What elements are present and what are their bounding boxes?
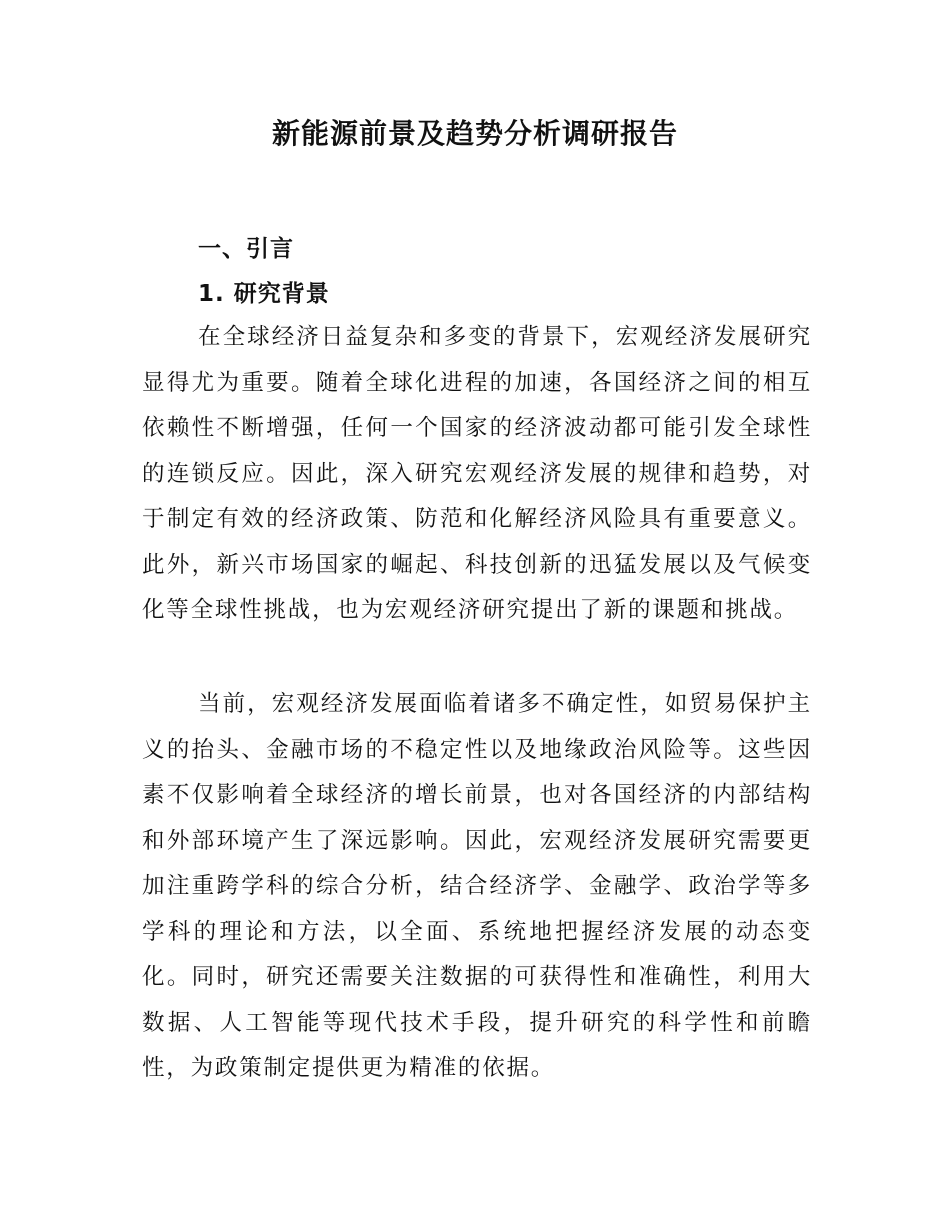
body-paragraph-1: 在全球经济日益复杂和多变的背景下，宏观经济发展研究显得尤为重要。随着全球化进程的加速，各国经济之间的相互依赖性不断增强，任何一个国家的经济波动都可能引发全球性的连锁反应。因此，深入研究宏观经济发展的规律和趋势，对于制定有效的经济政策、防范和化解经济风险具有重要意义。此外，新兴市场国家的崛起、科技创新的迅猛发展以及气候变化等全球性挑战，也为宏观经济研究提出了新的课题和挑战。: [142, 324, 812, 623]
body-paragraph-2: 当前，宏观经济发展面临着诸多不确定性，如贸易保护主义的抬头、金融市场的不稳定性以及地缘政治风险等。这些因素不仅影响着全球经济的增长前景，也对各国经济的内部结构和外部环境产生了深远影响。因此，宏观经济发展研究需要更加注重跨学科的综合分析，结合经济学、金融学、政治学等多学科的理论和方法，以全面、系统地把握经济发展的动态变化。同时，研究还需要关注数据的可获得性和准确性，利用大数据、人工智能等现代技术手段，提升研究的科学性和前瞻性，为政策制定提供更为精准的依据。: [142, 691, 812, 1081]
document-title: 新能源前景及趋势分析调研报告: [271, 117, 678, 150]
section-heading: 一、引言: [198, 236, 294, 262]
subsection-heading: 1. 研究背景: [198, 281, 330, 307]
